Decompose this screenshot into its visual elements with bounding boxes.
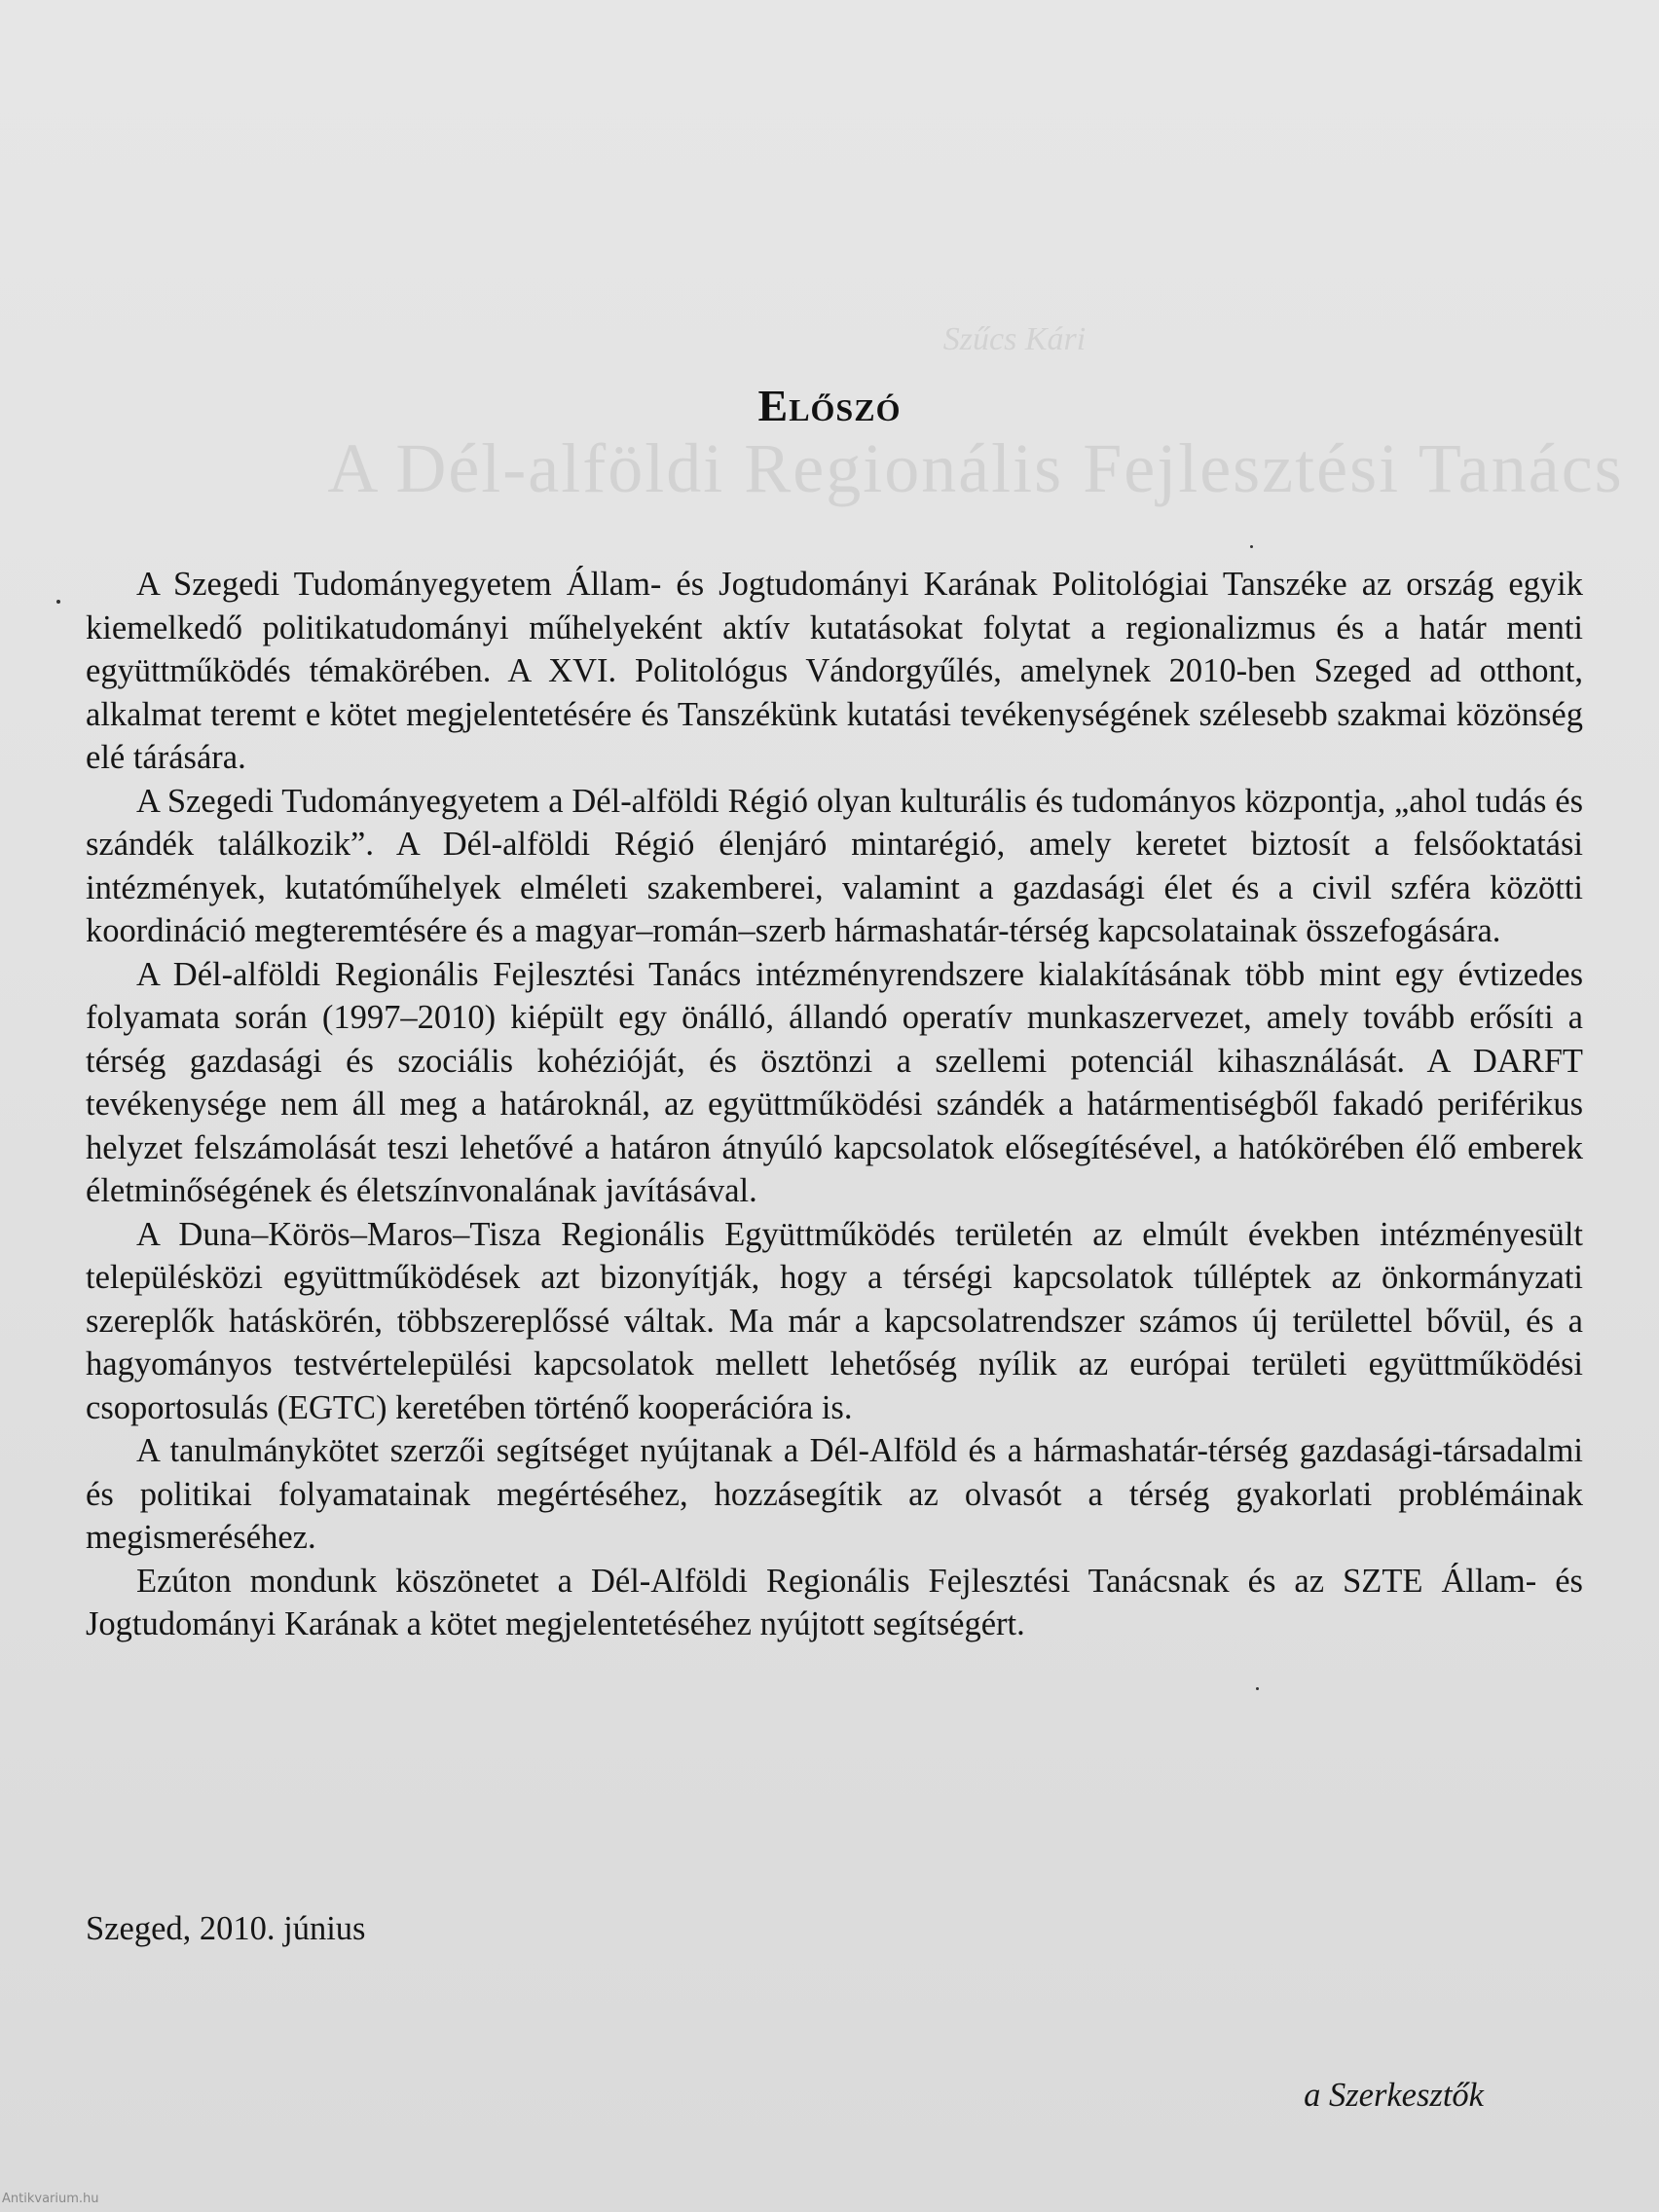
place-date: Szeged, 2010. június [86, 1910, 366, 1947]
bleed-through-text: Szűcs Kári [942, 321, 1087, 357]
watermark: Antikvarium.hu [2, 2192, 99, 2206]
paragraph: A Duna–Körös–Maros–Tisza Regionális Együttműködés területén az elmúlt években intézményesült településközi együttműködések azt bizonyítják, hogy a térségi kapcsolatok túlléptek az önkormányzati szereplők hatáskörén, többszereplőssé váltak. Ma már a kapcsolatrendszer számos új területtel bővül, és a hagyományos testvértelepülési kapcsolatok mellett lehetőség nyílik az európai területi együttműködési csoportosulás (EGTC) keretében történő kooperációra is. [86, 1215, 1583, 1426]
paragraph: A Dél-alföldi Regionális Fejlesztési Tanács intézményrendszere kialakításának több mint egy évtizedes folyamata során (1997–2010) kiépült egy önálló, állandó operatív munkaszervezet, amely tovább erősíti a térség gazdasági és szociális kohézióját, és ösztönzi a szellemi potenciál kihasználását. A DARFT tevékenysége nem áll meg a határoknál, az együttműködési szándék a határmentiségből fakadó periférikus helyzet felszámolását teszi lehetővé a határon átnyúló kapcsolatok elősegítésével, a hatókörében élő emberek életminőségének és életszínvonalának javításával. [86, 955, 1583, 1209]
dust-speck [56, 600, 60, 604]
preface-body [86, 563, 1583, 1646]
dust-speck [1256, 1687, 1259, 1690]
page-title: Előszó [757, 381, 902, 430]
bleed-through-text: A Dél-alföldi Regionális Fejlesztési Tanács [327, 429, 1624, 507]
paragraph: A tanulmánykötet szerzői segítséget nyújtanak a Dél-Alföld és a hármashatár-térség gazdasági-társadalmi és politikai folyamatainak megértéséhez, hozzásegítik az olvasót a térség gyakorlati problémáinak megismeréséhez. [86, 1432, 1583, 1556]
paragraph: A Szegedi Tudományegyetem Állam- és Jogtudományi Karának Politológiai Tanszéke az ország egyik kiemelkedő politikatudományi műhelyeként aktív kutatásokat folytat a regionalizmus és a határ menti együttműködés témakörében. A XVI. Politológus Vándorgyűlés, amelynek 2010-ben Szeged ad otthont, alkalmat teremt e kötet megjelentetésére és Tanszékünk kutatási tevékenységének szélesebb szakmai közönség elé tárására. [86, 566, 1583, 776]
editors-signature: a Szerkesztők [1304, 2077, 1484, 2114]
dust-speck [1250, 545, 1253, 548]
paragraph: A Szegedi Tudományegyetem a Dél-alföldi Régió olyan kulturális és tudományos központja, „ahol tudás és szándék találkozik”. A Dél-alföldi Régió élenjáró mintarégió, amely keretet biztosít a felsőoktatási intézmények, kutatóműhelyek elméleti szakemberei, valamint a gazdasági élet és a civil szféra közötti koordináció megteremtésére és a magyar–román–szerb hármashatár-térség kapcsolatainak összefogására. [86, 782, 1583, 949]
paragraph: Ezúton mondunk köszönetet a Dél-Alföldi Regionális Fejlesztési Tanácsnak és az SZTE Állam- és Jogtudományi Karának a kötet megjelentetéséhez nyújtott segítségért. [86, 1562, 1583, 1642]
